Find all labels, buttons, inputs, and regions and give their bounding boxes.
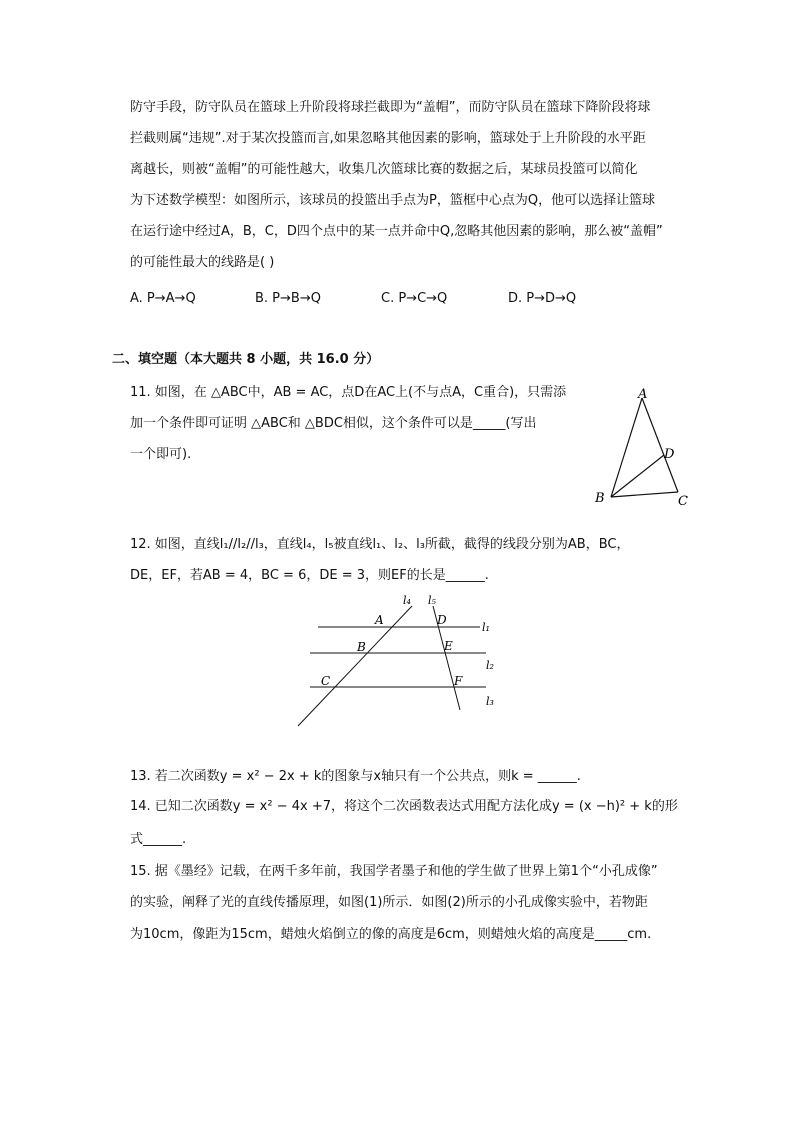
q11-line-3: 一个即可).: [130, 447, 192, 462]
q11-line-2: 加一个条件即可证明 △ABC和 △BDC相似，这个条件可以是_____(写出: [130, 416, 537, 431]
label-E: E: [444, 639, 453, 653]
q10-line-3: 离越长，则被“盖帽”的可能性越大，收集几次篮球比赛的数据之后，某球员投篮可以简化: [130, 162, 638, 177]
label-F: F: [454, 674, 463, 688]
label-l2: l₂: [486, 659, 494, 672]
label-l1: l₁: [482, 621, 490, 634]
q10-line-1: 防守手段，防守队员在篮球上升阶段将球拦截即为“盖帽”，而防守队员在篮球下降阶段将球: [130, 100, 651, 115]
label-C: C: [321, 674, 331, 688]
label-A: A: [638, 387, 648, 402]
q15-line-3: 为10cm，像距为15cm，蜡烛火焰倒立的像的高度是6cm，则蜡烛火焰的高度是_____cm.: [130, 927, 652, 942]
q12-parallel-lines-figure: [290, 590, 510, 740]
label-l3: l₃: [486, 695, 494, 708]
q11-triangle-figure: [590, 382, 700, 512]
q15-line-1: 15. 据《墨经》记载，在两千多年前，我国学者墨子和他的学生做了世界上第1个“小孔成像”: [130, 864, 658, 879]
question-13: 13. 若二次函数y = x² − 2x + k的图象与x轴只有一个公共点，则k = ______.: [130, 769, 581, 784]
label-B: B: [357, 640, 366, 654]
label-A: A: [375, 613, 384, 627]
label-D: D: [664, 447, 675, 462]
q10-option-b: B. P→B→Q: [255, 291, 321, 306]
q10-option-c: C. P→C→Q: [381, 291, 448, 306]
q10-option-a: A. P→A→Q: [130, 291, 196, 306]
label-l5: l₅: [428, 594, 436, 607]
q10-option-d: D. P→D→Q: [508, 291, 577, 306]
q15-line-2: 的实验，阐释了光的直线传播原理，如图(1)所示．如图(2)所示的小孔成像实验中，若物距: [130, 895, 648, 910]
label-C: C: [678, 494, 688, 509]
label-D: D: [437, 613, 447, 627]
q10-line-2: 拦截则属“违规”.对于某次投篮而言,如果忽略其他因素的影响，篮球处于上升阶段的水平距: [130, 131, 646, 146]
q11-line-1: 11. 如图，在 △ABC中，AB = AC，点D在AC上(不与点A，C重合)，只需添: [130, 385, 567, 400]
section-heading: 二、填空题（本大题共 8 小题，共 16.0 分）: [112, 352, 380, 367]
q14-line-1: 14. 已知二次函数y = x² − 4x +7，将这个二次函数表达式用配方法化成y = (x −h)² + k的形: [130, 799, 678, 814]
q10-line-6: 的可能性最大的线路是( ): [130, 255, 275, 270]
q12-line-2: DE，EF，若AB = 4，BC = 6，DE = 3，则EF的长是______.: [130, 568, 489, 583]
label-l4: l₄: [403, 594, 411, 607]
q14-line-2: 式______.: [130, 832, 187, 847]
label-B: B: [595, 491, 605, 506]
q10-line-5: 在运行途中经过A，B，C，D四个点中的某一点并命中Q,忽略其他因素的影响，那么被“盖帽”: [130, 224, 663, 239]
q12-line-1: 12. 如图，直线l₁//l₂//l₃，直线l₄，l₅被直线l₁、l₂、l₃所截，截得的线段分别为AB，BC，: [130, 537, 630, 552]
q10-line-4: 为下述数学模型：如图所示，该球员的投篮出手点为P，篮框中心点为Q，他可以选择让篮球: [130, 193, 656, 208]
